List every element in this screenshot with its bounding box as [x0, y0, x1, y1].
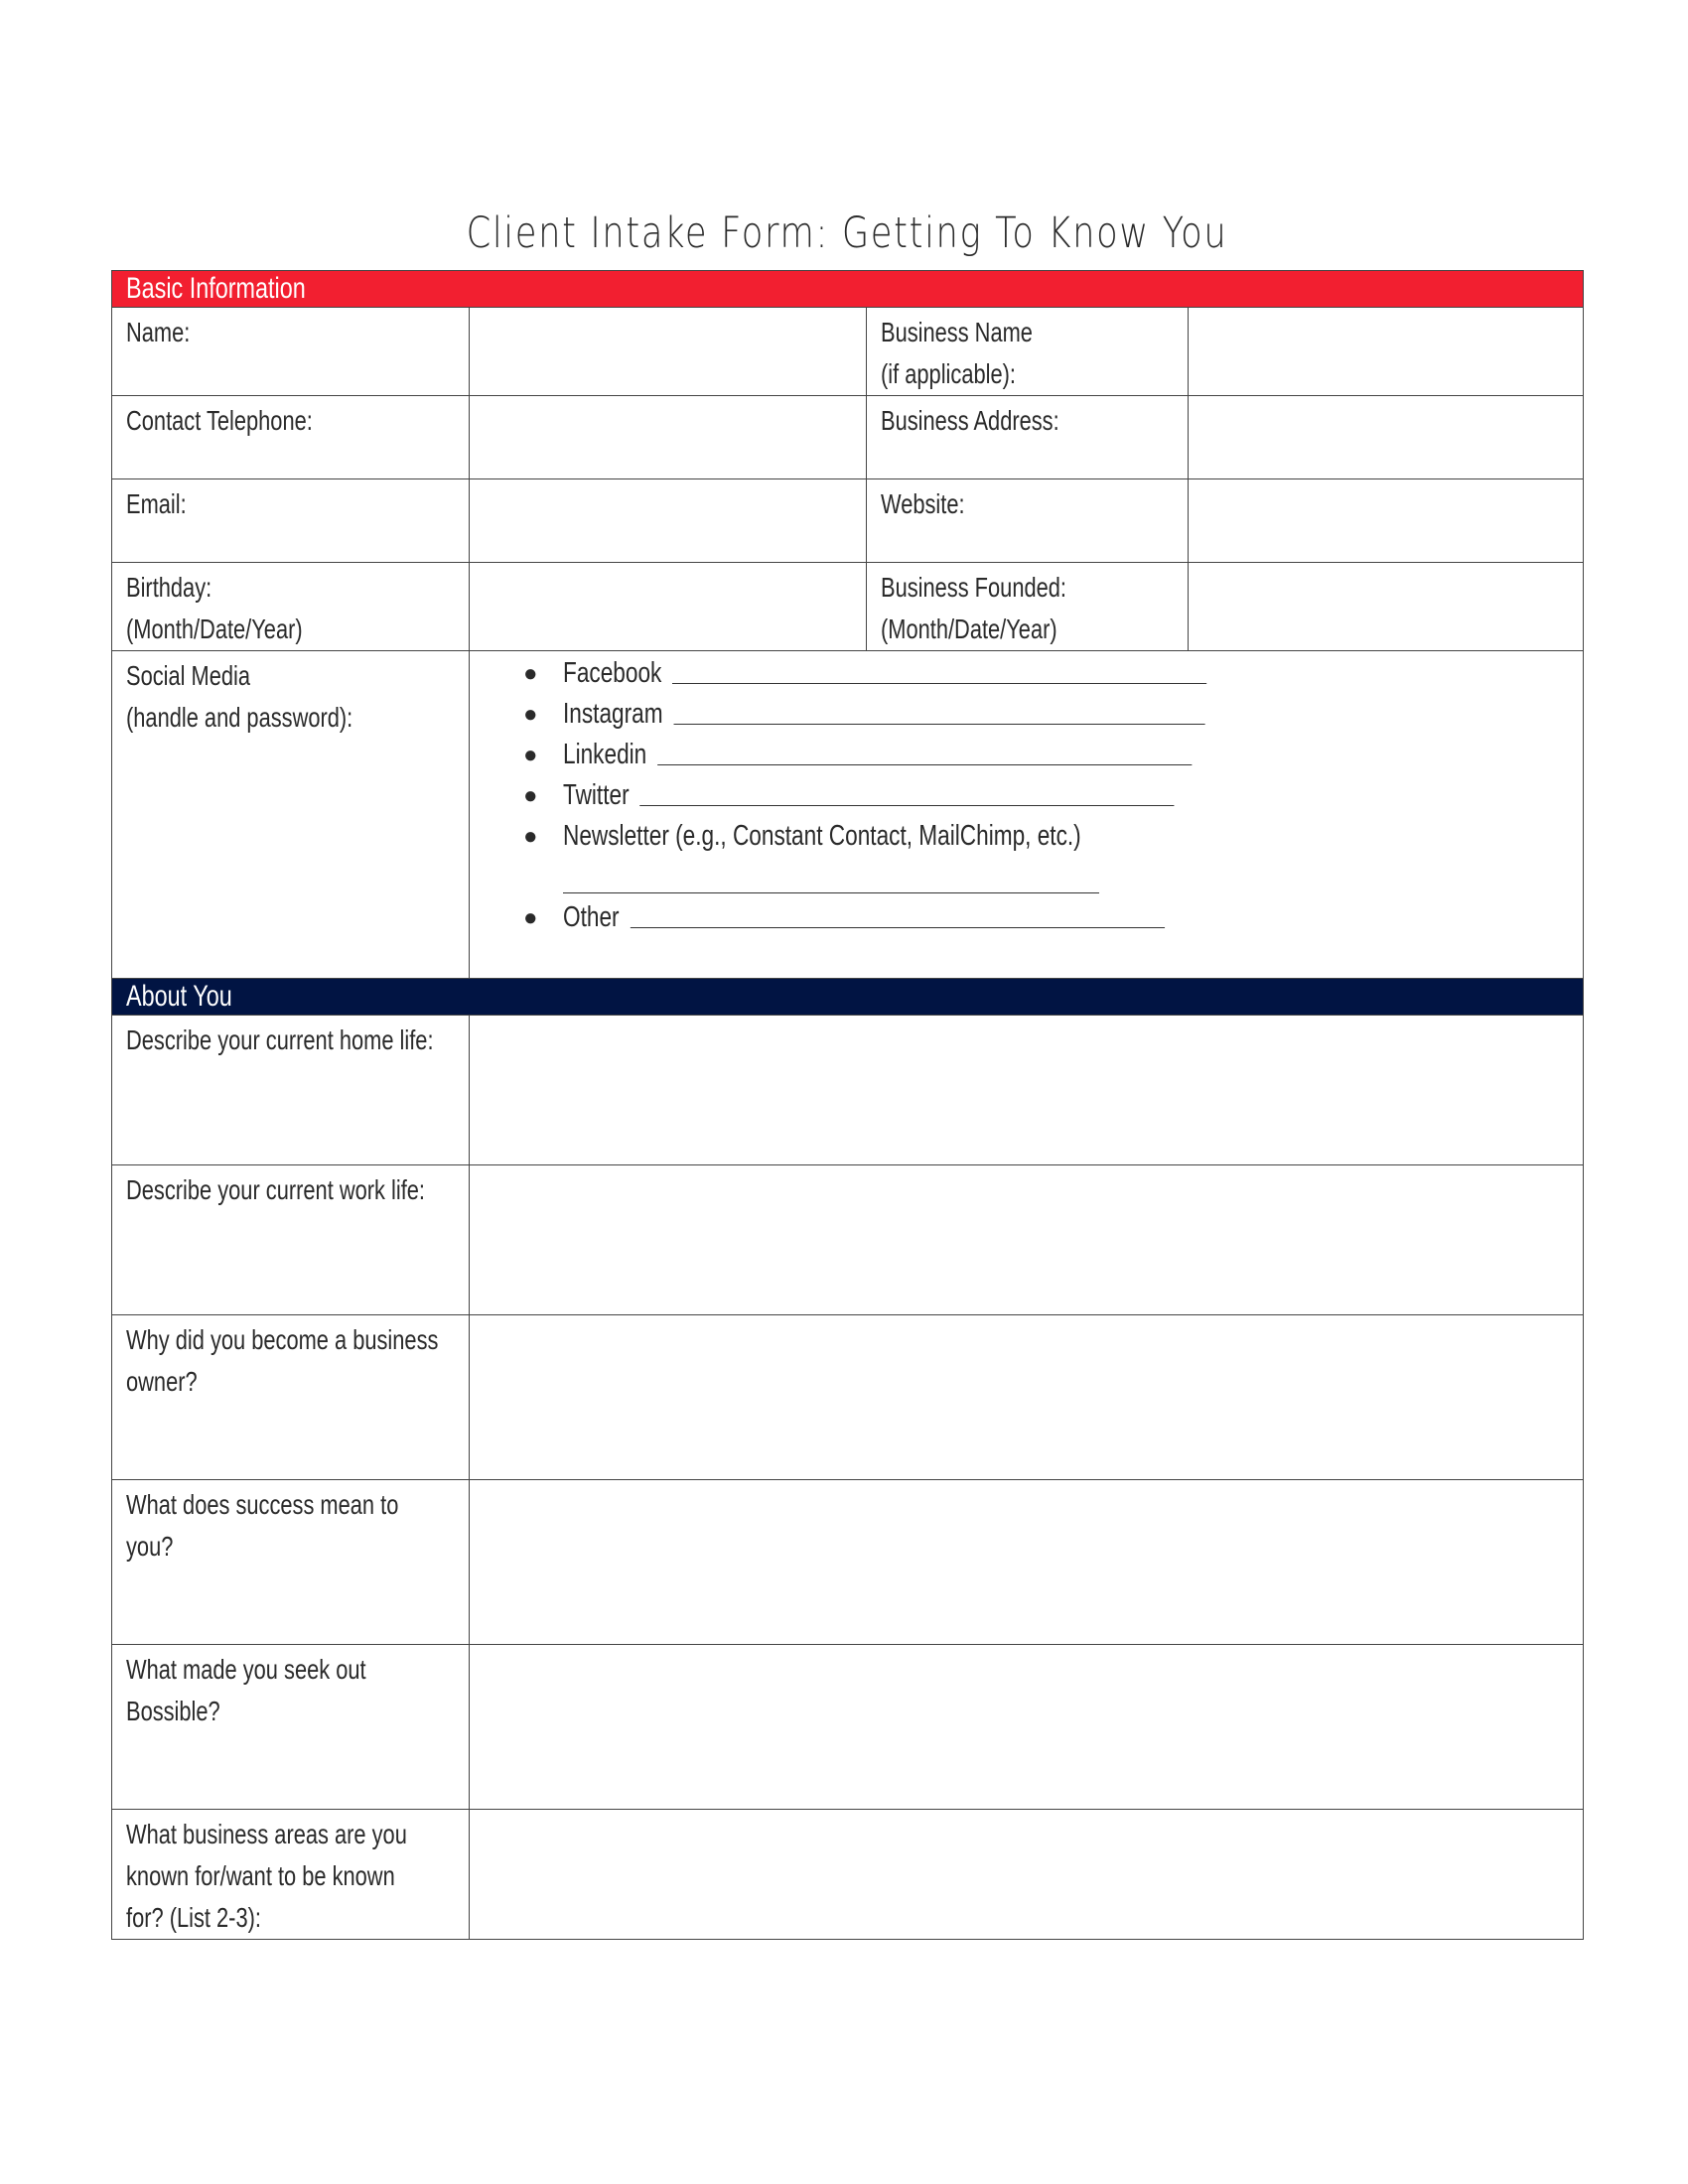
newsletter-blank-line[interactable]: [563, 857, 1569, 897]
business-name-field[interactable]: [1189, 308, 1584, 396]
social-item-newsletter[interactable]: ● Newsletter (e.g., Constant Contact, MailChimp, etc.): [563, 816, 1569, 857]
business-founded-label: Business Founded: (Month/Date/Year): [867, 563, 1189, 651]
form-row: [112, 479, 1584, 563]
section-title: Basic Information: [126, 272, 306, 305]
website-label: Website:: [867, 479, 1189, 563]
question-home-life: Describe your current home life:: [112, 1016, 470, 1165]
answer-work-life[interactable]: [470, 1165, 1584, 1315]
bullet-icon: ●: [523, 701, 538, 728]
bullet-icon: ●: [523, 823, 538, 850]
social-media-list: [484, 653, 1569, 938]
business-founded-field[interactable]: [1189, 563, 1584, 651]
website-field[interactable]: [1189, 479, 1584, 563]
question-seek-bossible: What made you seek out Bossible?: [112, 1645, 470, 1810]
bullet-icon: ●: [523, 904, 538, 931]
business-address-field[interactable]: [1189, 396, 1584, 479]
section-title: About You: [126, 980, 232, 1013]
question-row: [112, 1016, 1584, 1165]
form-row: [112, 396, 1584, 479]
question-success: What does success mean to you?: [112, 1480, 470, 1645]
about-you-header: [112, 979, 1584, 1016]
social-media-row: [112, 651, 1584, 979]
question-row: [112, 1480, 1584, 1645]
page-title: Client Intake Form: Getting To Know You: [466, 208, 1228, 258]
social-media-field[interactable]: [470, 651, 1584, 979]
social-item-facebook[interactable]: ● Facebook: [563, 653, 1569, 694]
birthday-field[interactable]: [470, 563, 867, 651]
email-label: Email:: [112, 479, 470, 563]
question-business-owner: Why did you become a business owner?: [112, 1315, 470, 1480]
question-row: [112, 1315, 1584, 1480]
form-row: [112, 563, 1584, 651]
social-item-instagram[interactable]: ● Instagram: [563, 694, 1569, 735]
name-field[interactable]: [470, 308, 867, 396]
birthday-label: Birthday: (Month/Date/Year): [112, 563, 470, 651]
form-row: [112, 308, 1584, 396]
contact-telephone-label: Contact Telephone:: [112, 396, 470, 479]
answer-home-life[interactable]: [470, 1016, 1584, 1165]
social-media-label: Social Media (handle and password):: [112, 651, 470, 979]
social-item-other[interactable]: ● Other: [563, 897, 1569, 938]
email-field[interactable]: [470, 479, 867, 563]
question-row: [112, 1645, 1584, 1810]
social-item-twitter[interactable]: ● Twitter: [563, 775, 1569, 816]
question-work-life: Describe your current work life:: [112, 1165, 470, 1315]
answer-business-owner[interactable]: [470, 1315, 1584, 1480]
question-row: [112, 1165, 1584, 1315]
answer-seek-bossible[interactable]: [470, 1645, 1584, 1810]
bullet-icon: ●: [523, 660, 538, 687]
answer-success[interactable]: [470, 1480, 1584, 1645]
question-business-areas: What business areas are you known for/want to be known for? (List 2-3):: [112, 1810, 470, 1940]
bullet-icon: ●: [523, 782, 538, 809]
answer-business-areas[interactable]: [470, 1810, 1584, 1940]
name-label: Name:: [112, 308, 470, 396]
contact-telephone-field[interactable]: [470, 396, 867, 479]
basic-information-header: [112, 271, 1584, 308]
bullet-icon: ●: [523, 742, 538, 768]
question-row: [112, 1810, 1584, 1940]
social-item-linkedin[interactable]: ● Linkedin: [563, 735, 1569, 775]
business-address-label: Business Address:: [867, 396, 1189, 479]
intake-form-table: [111, 270, 1584, 1940]
business-name-label: Business Name (if applicable):: [867, 308, 1189, 396]
